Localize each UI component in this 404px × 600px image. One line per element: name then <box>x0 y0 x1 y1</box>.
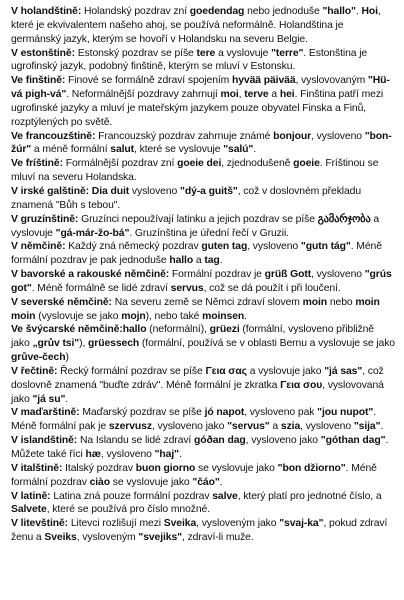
greeting-term: jó napot <box>204 407 245 419</box>
greeting-paragraph <box>11 517 395 545</box>
paragraph-text: Litevci rozlišují mezi <box>68 518 164 530</box>
greeting-term: salve <box>212 490 238 502</box>
greeting-paragraph <box>11 213 395 241</box>
paragraph-text: Italský pozdrav <box>62 462 136 474</box>
paragraph-text: . <box>244 310 247 322</box>
language-heading: Ve švýcarské němčině: <box>11 324 123 336</box>
greeting-term: moin moin <box>11 296 380 322</box>
greeting-term: „grův tsi" <box>32 338 80 350</box>
paragraph-text: Finové se formálně zdraví spojením <box>65 75 232 87</box>
paragraph-text: Řecký formální pozdrav se píše <box>57 365 206 377</box>
greeting-term: "Hü-vá pigh-vá" <box>11 75 390 101</box>
greeting-paragraph <box>11 462 395 490</box>
paragraph-text: Holandský pozdrav zní <box>81 6 190 17</box>
paragraph-text: . <box>178 449 182 460</box>
greeting-paragraph <box>11 5 395 47</box>
paragraph-text: , zjednodušeně <box>221 158 294 170</box>
paragraph-text: , což v doslovném překladu znamená "Bůh s tebou". <box>11 185 362 211</box>
paragraph-text: ), nebo také <box>145 310 203 322</box>
language-heading: Ve fríštině: <box>11 158 63 170</box>
greeting-paragraph <box>11 185 395 213</box>
greeting-term: "gutn tág" <box>300 241 351 253</box>
paragraph-text: . Finština patří mezi ugrofinské jazyky a mluví je mateřským jazykem pouze obyvatel Finska a Finů, rozptýlených po světě. <box>11 89 384 128</box>
greeting-term: góðan dag <box>194 435 246 447</box>
language-heading: Ve finštině: <box>11 75 66 87</box>
language-heading: V maďarštině: <box>11 407 80 419</box>
greeting-term: moi <box>220 89 239 101</box>
greeting-term: Γεια σου <box>280 379 323 391</box>
paragraph-text: Na Islandu se lidé zdraví <box>77 435 195 447</box>
paragraph-text: Formální pozdrav je <box>169 269 265 281</box>
greeting-term: Salvete <box>11 504 47 516</box>
greeting-term: "hallo" <box>322 6 356 17</box>
greeting-paragraph <box>11 434 395 462</box>
paragraph-text: . Méně formálně se lidé zdraví <box>31 282 171 294</box>
greeting-term: "bon džiorno" <box>277 462 346 474</box>
greeting-term: tere <box>196 47 216 59</box>
paragraph-text: , které se vyslovuje <box>134 144 224 156</box>
greeting-paragraph <box>11 296 395 324</box>
greeting-term: tag <box>204 255 220 267</box>
language-heading: V litevštině: <box>11 518 69 530</box>
greeting-term: "jou nupot" <box>317 407 374 419</box>
paragraph-text: . Gruzínština je úřední řečí v Gruzii. <box>129 227 289 239</box>
paragraph-text: , vysloveno pak <box>244 407 318 419</box>
paragraph-text: , vysloveno jako <box>245 435 321 447</box>
paragraph-text: a <box>193 255 205 267</box>
greeting-term: "gá-már-žo-bá" <box>55 227 130 239</box>
language-heading: Ve francouzštině: <box>11 130 96 142</box>
greeting-term: "já su" <box>32 393 66 405</box>
paragraph-text: . Můžete také říci <box>11 435 389 460</box>
language-heading: V irské galštině: <box>11 185 89 197</box>
language-heading: V italštině: <box>11 462 63 474</box>
greeting-term: "grús got" <box>11 269 392 294</box>
greeting-term: ciào <box>89 476 110 488</box>
language-heading: V estonštině: <box>11 47 75 59</box>
language-heading: V severské němčině: <box>11 296 112 308</box>
greeting-term: "góthan dag" <box>320 435 386 447</box>
paragraph-text: (formální, používá se v oblasti Bernu a vyslovuje se jako <box>139 338 395 350</box>
language-heading: V gruzínštině: <box>11 213 79 225</box>
paragraph-text: . Méně formální pak je <box>11 407 376 433</box>
greeting-term: grüessech <box>88 338 140 350</box>
language-heading: V holandštině: <box>11 6 82 17</box>
greeting-term: mojn <box>121 310 146 322</box>
greeting-paragraph <box>11 365 395 407</box>
paragraph-text: . Méně formální pozdrav <box>11 462 377 488</box>
paragraph-text: ) <box>65 352 69 364</box>
language-heading: V islandštině: <box>11 435 78 447</box>
greeting-term: "já sas" <box>324 365 363 377</box>
greeting-term: goeie dei <box>177 158 222 170</box>
greeting-term: hyvää päivää <box>232 75 296 87</box>
paragraph-text: , zdraví-li muže. <box>182 532 254 544</box>
paragraph-text: , <box>238 89 245 101</box>
greeting-term: "haj" <box>154 449 179 460</box>
paragraph-text: . <box>380 421 384 433</box>
greeting-term: goedendag <box>189 6 245 17</box>
greeting-term: "svaj-ka" <box>279 518 324 530</box>
paragraph-text: . Méně formální pozdrav je pak jednoduše <box>11 241 382 267</box>
greeting-term: "terre" <box>271 47 304 59</box>
paragraph-text: Na severu země se Němci zdraví slovem <box>111 296 303 308</box>
greeting-paragraph <box>11 406 395 434</box>
paragraph-text: nebo <box>327 296 356 308</box>
greeting-term: "svejiks" <box>138 532 182 544</box>
greeting-term: hallo <box>169 255 194 267</box>
paragraph-text: , vysloveno <box>100 449 155 460</box>
paragraph-text: , vyslovovaným <box>295 75 368 87</box>
paragraph-text: a vyslovuje jako <box>246 365 325 377</box>
paragraph-text: Maďarský pozdrav se píše <box>79 407 205 419</box>
paragraph-text: . <box>253 144 257 156</box>
greeting-term: "salú" <box>223 144 254 156</box>
paragraph-text: , které se používá pro číslo množné. <box>46 504 211 516</box>
paragraph-text: , vysloveným jako <box>196 518 280 530</box>
paragraph-text: , vyslovovaná jako <box>11 379 384 405</box>
greeting-term: "sija" <box>353 421 381 433</box>
greeting-term: "dý-a guitš" <box>180 185 238 197</box>
paragraph-text: , vysloveno <box>311 130 365 142</box>
language-heading: V bavorské a rakouské němčině: <box>11 269 170 281</box>
paragraph-text: se vyslovuje jako <box>109 476 193 488</box>
greeting-term: salut <box>110 144 135 156</box>
paragraph-text: (formální, vysloveno přibližně jako <box>11 324 374 350</box>
paragraph-text: a vyslovuje <box>11 213 380 239</box>
paragraph-text: , vysloveným <box>76 532 139 544</box>
greeting-term: grůve-čech <box>11 352 66 364</box>
paragraph-text: , vysloveno <box>247 241 301 253</box>
paragraph-text: . Estonština je ugrofinský jazyk, podobný finštině, kterým se mluví v Estonsku. <box>11 47 368 73</box>
paragraph-text: a méně formální <box>31 144 111 156</box>
greeting-term: guten tag <box>201 241 248 253</box>
paragraph-text: se vyslovuje jako <box>195 462 278 474</box>
greeting-term: hei <box>279 89 295 101</box>
paragraph-text: Francouzský pozdrav zahrnuje známé <box>95 130 274 142</box>
paragraph-text: a <box>269 421 281 433</box>
paragraph-text: a vyslovuje <box>215 47 272 59</box>
greeting-term: Sveiks <box>44 532 77 544</box>
paragraph-text: , vysloveno <box>300 421 354 433</box>
paragraph-text: . Neformálnější pozdravy zahrnují <box>66 89 221 101</box>
greeting-term: grüezi <box>209 324 240 336</box>
language-heading: V němčině: <box>11 241 66 253</box>
greeting-term: terve <box>244 89 269 101</box>
paragraph-text: , vysloveno jako <box>151 421 228 433</box>
paragraph-text: Estonský pozdrav se píše <box>74 47 197 59</box>
greeting-term: goeie <box>293 158 320 170</box>
language-heading: V řečtině: <box>11 365 58 377</box>
paragraph-text: , pokud zdraví ženu a <box>11 518 388 544</box>
paragraph-text: Gruzínci nepoužívají latinku a jejich pozdrav se píše <box>78 213 318 225</box>
paragraph-text: Latina zná pouze formální pozdrav <box>50 490 213 502</box>
greeting-paragraph <box>11 268 395 296</box>
paragraph-text: . Fríštinou se mluví na severu Holandska. <box>11 158 379 184</box>
greeting-paragraph <box>11 74 395 129</box>
paragraph-text: (neformální), <box>146 324 210 336</box>
paragraph-text: vysloveno <box>129 185 180 197</box>
paragraph-text: ), <box>79 338 89 350</box>
paragraph-text: nebo jednoduše <box>244 6 323 17</box>
greeting-paragraph <box>11 490 395 518</box>
greeting-term: Dia duit <box>91 185 130 197</box>
greeting-term: "čáo" <box>192 476 220 488</box>
greeting-term: servus <box>170 282 204 294</box>
paragraph-text: . <box>219 476 223 488</box>
greeting-term: Γεια σας <box>205 365 247 377</box>
paragraph-text: . <box>219 255 223 267</box>
greeting-paragraph <box>11 240 395 268</box>
greeting-term: bonjour <box>273 130 312 142</box>
greeting-term: buon giorno <box>135 462 196 474</box>
paragraph-text: Formálnější pozdrav zní <box>62 158 178 170</box>
paragraph-text: Každý zná německý pozdrav <box>65 241 202 253</box>
greeting-term: grüß Gott <box>264 269 312 281</box>
language-heading: V latině: <box>11 490 51 502</box>
paragraph-text: , vysloveno <box>311 269 365 281</box>
greeting-paragraph <box>11 157 395 185</box>
paragraph-text: , který platí pro jednotné číslo, a <box>237 490 382 502</box>
paragraph-text: . <box>65 393 69 405</box>
paragraph-text: . <box>355 6 362 17</box>
paragraph-text: , což se dá použít i při loučení. <box>203 282 341 294</box>
paragraph-text: , což doslovně znamená "buďte zdráv". Méně formální je zkratka <box>11 365 384 391</box>
greeting-term: hæ <box>85 449 101 460</box>
greeting-paragraph <box>11 323 395 365</box>
paragraph-text: a <box>268 89 280 101</box>
greeting-term: moin <box>302 296 328 308</box>
greeting-term: hallo <box>122 324 147 336</box>
paragraph-text: , které je ekvivalentem našeho ahoj, se používá neformálně. Holandština je germánský jazyk, kterým se hovoří v Holandsku na severu Belgie. <box>11 6 381 45</box>
greeting-term: szervusz <box>108 421 152 433</box>
greeting-paragraph <box>11 47 395 75</box>
greeting-term: szia <box>280 421 301 433</box>
greeting-term: "servus" <box>227 421 270 433</box>
greeting-term: "bon-žúr" <box>11 130 392 156</box>
greeting-term: moinsen <box>202 310 245 322</box>
greeting-term: გამარჯობა <box>317 213 371 225</box>
greeting-term: Hoi <box>361 6 378 17</box>
greeting-term: Sveika <box>163 518 197 530</box>
greeting-paragraph <box>11 130 395 158</box>
paragraph-text: (vyslovuje se jako <box>35 310 122 322</box>
